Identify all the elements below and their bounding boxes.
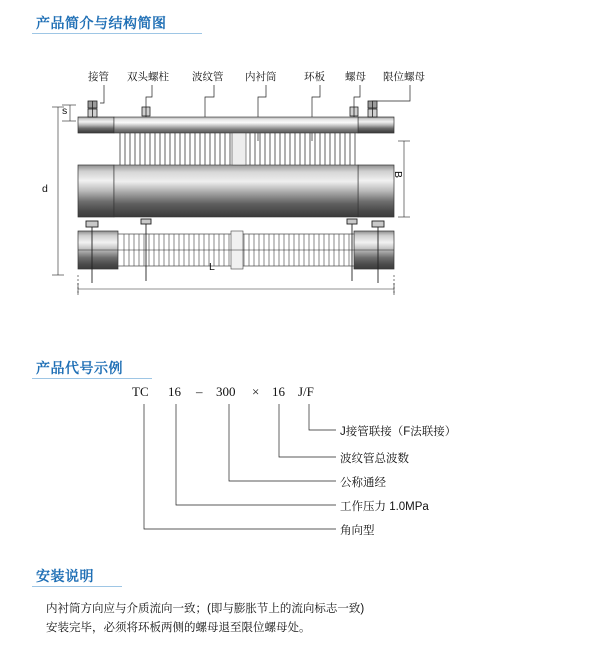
installation-note-1: 内衬筒方向应与介质流向一致；(即与膨胀节上的流向标志一致) [46, 603, 365, 615]
installation-notes [46, 600, 566, 638]
callout-label-bellows: 波纹管 [192, 71, 224, 83]
code-desc-type: 角向型 [340, 525, 375, 537]
callout-label-limit-nut: 限位螺母 [383, 71, 425, 83]
installation-note-2: 安装完毕，必须将环板两侧的螺母退至限位螺母处。 [46, 622, 311, 634]
structure-diagram [0, 45, 600, 335]
product-code-diagram [0, 382, 600, 557]
dimension-label-s: s [62, 105, 68, 117]
code-token-16-pressure: 16 [168, 384, 181, 399]
section-title-code: 产品代号示例 [36, 360, 123, 376]
section-title-intro: 产品简介与结构简图 [36, 15, 167, 31]
callout-label-liner: 内衬筒 [245, 71, 277, 83]
code-desc-nominal-diameter: 公称通经 [340, 477, 386, 489]
code-desc-connection: J接管联接（F法联接） [340, 426, 457, 438]
callout-label-ring-plate: 环板 [304, 71, 325, 83]
structure-diagram-svg [0, 45, 600, 335]
section-divider-install [32, 586, 122, 587]
code-desc-working-pressure: 工作压力 1.0MPa [340, 501, 429, 513]
code-token-300: 300 [216, 384, 236, 399]
section-title-install: 安装说明 [36, 568, 94, 584]
code-desc-wave-count: 波纹管总波数 [340, 453, 409, 465]
callout-label-connector: 接管 [88, 71, 109, 83]
code-token-dash: – [196, 384, 203, 399]
dimension-label-d: d [42, 183, 48, 195]
section-divider-code [32, 378, 152, 379]
dimension-label-l: L [209, 261, 215, 273]
code-token-jf: J/F [298, 384, 314, 399]
code-token-times: × [252, 384, 260, 399]
dimension-label-b: B [392, 171, 404, 179]
callout-label-stud-bolt: 双头螺柱 [127, 71, 169, 83]
product-code-leader-lines [0, 382, 600, 557]
code-token-16-waves: 16 [272, 384, 285, 399]
section-divider-intro [32, 33, 202, 34]
callout-label-nut: 螺母 [345, 71, 366, 83]
code-token-tc: TC [132, 384, 149, 399]
